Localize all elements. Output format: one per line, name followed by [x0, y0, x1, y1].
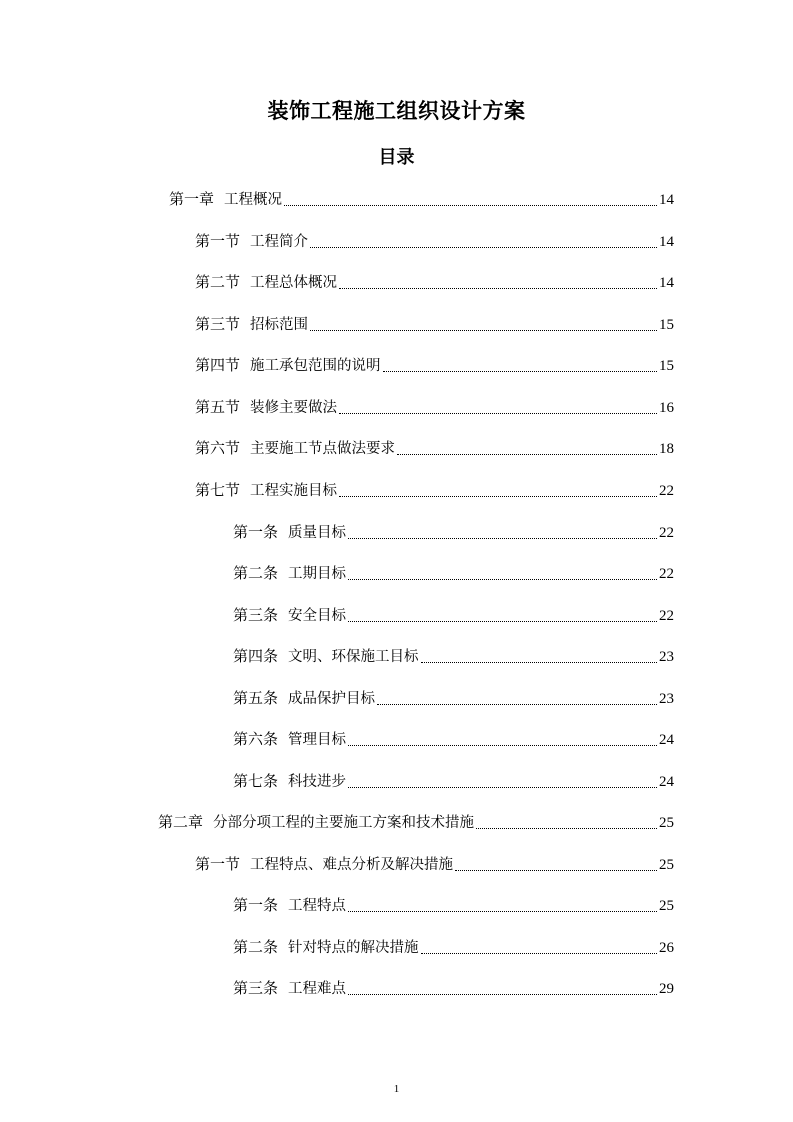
toc-heading: 招标范围: [250, 317, 309, 333]
toc-entry-article[interactable]: [233, 971, 674, 999]
dot-leader: [383, 371, 657, 372]
toc-number: 第三条: [233, 608, 279, 624]
toc-entry-article[interactable]: [233, 598, 674, 626]
toc-number: 第五条: [233, 691, 279, 707]
toc-entry-article[interactable]: [233, 556, 674, 584]
toc-page-number: 25: [659, 815, 674, 831]
dot-leader: [339, 496, 657, 497]
toc-heading: 施工承包范围的说明: [250, 358, 381, 374]
toc-number: 第一条: [233, 898, 279, 914]
toc-entry-section[interactable]: [195, 390, 674, 418]
dot-leader: [421, 953, 657, 954]
dot-leader: [476, 828, 657, 829]
toc-page-number: 24: [659, 732, 674, 748]
toc-number: 第六条: [233, 732, 279, 748]
toc-heading: 科技进步: [288, 774, 347, 790]
dot-leader: [348, 745, 657, 746]
dot-leader: [339, 413, 657, 414]
toc-entry-section[interactable]: [195, 473, 674, 501]
toc-entry-section[interactable]: [195, 224, 674, 252]
toc-entry-section[interactable]: [195, 348, 674, 376]
toc-page-number: 16: [659, 400, 674, 416]
toc-heading: 针对特点的解决措施: [288, 940, 419, 956]
toc-number: 第四节: [195, 358, 241, 374]
toc-page-number: 29: [659, 981, 674, 997]
toc-number: 第二章: [158, 815, 204, 831]
toc-page-number: 14: [659, 234, 674, 250]
dot-leader: [348, 911, 657, 912]
toc-page-number: 26: [659, 940, 674, 956]
toc-heading: 工期目标: [288, 566, 347, 582]
document-title: 装饰工程施工组织设计方案: [267, 99, 526, 123]
toc-entry-article[interactable]: [233, 639, 674, 667]
toc-entry-article[interactable]: [233, 515, 674, 543]
toc-page-number: 24: [659, 774, 674, 790]
toc-number: 第二节: [195, 275, 241, 291]
toc-heading: 成品保护目标: [288, 691, 376, 707]
toc-heading: 工程总体概况: [250, 275, 338, 291]
toc-page-number: 15: [659, 317, 674, 333]
toc-page-number: 22: [659, 566, 674, 582]
toc-page-number: 23: [659, 649, 674, 665]
toc-entry-chapter[interactable]: [169, 182, 674, 210]
toc-heading: 工程难点: [288, 981, 347, 997]
toc-heading: 工程实施目标: [250, 483, 338, 499]
toc-page-number: 14: [659, 192, 674, 208]
toc-number: 第一节: [195, 234, 241, 250]
page-number: 1: [393, 1083, 400, 1095]
toc-heading: 装修主要做法: [250, 400, 338, 416]
toc-number: 第三节: [195, 317, 241, 333]
toc-number: 第四条: [233, 649, 279, 665]
dot-leader: [339, 288, 657, 289]
toc-heading: 安全目标: [288, 608, 347, 624]
toc-number: 第七节: [195, 483, 241, 499]
toc-page-number: 14: [659, 275, 674, 291]
toc-number: 第一章: [169, 192, 215, 208]
dot-leader: [310, 247, 657, 248]
toc-entry-section[interactable]: [195, 265, 674, 293]
toc-number: 第二条: [233, 940, 279, 956]
toc-heading: 工程特点、难点分析及解决措施: [250, 857, 454, 873]
dot-leader: [348, 787, 657, 788]
toc-heading: 分部分项工程的主要施工方案和技术措施: [213, 815, 475, 831]
dot-leader: [310, 330, 657, 331]
toc-heading: 工程概况: [224, 192, 283, 208]
toc-page-number: 22: [659, 525, 674, 541]
toc-entry-section[interactable]: [195, 847, 674, 875]
dot-leader: [455, 870, 657, 871]
toc-page-number: 15: [659, 358, 674, 374]
dot-leader: [348, 994, 657, 995]
dot-leader: [397, 454, 657, 455]
toc-page-number: 22: [659, 608, 674, 624]
toc-entry-article[interactable]: [233, 681, 674, 709]
dot-leader: [421, 662, 657, 663]
toc-title: 目录: [378, 147, 415, 168]
toc-heading: 质量目标: [288, 525, 347, 541]
toc-heading: 工程特点: [288, 898, 347, 914]
toc-heading: 工程简介: [250, 234, 309, 250]
toc-number: 第五节: [195, 400, 241, 416]
toc-heading: 主要施工节点做法要求: [250, 441, 396, 457]
toc-number: 第七条: [233, 774, 279, 790]
toc-entry-article[interactable]: [233, 888, 674, 916]
toc-entry-section[interactable]: [195, 307, 674, 335]
toc-page-number: 18: [659, 441, 674, 457]
dot-leader: [284, 205, 657, 206]
toc-number: 第三条: [233, 981, 279, 997]
toc-heading: 文明、环保施工目标: [288, 649, 419, 665]
toc-page-number: 25: [659, 857, 674, 873]
dot-leader: [348, 579, 657, 580]
toc-page-number: 23: [659, 691, 674, 707]
toc-number: 第二条: [233, 566, 279, 582]
toc-page-number: 25: [659, 898, 674, 914]
toc-number: 第六节: [195, 441, 241, 457]
toc-heading: 管理目标: [288, 732, 347, 748]
toc-entry-chapter[interactable]: [158, 805, 674, 833]
dot-leader: [348, 621, 657, 622]
toc-number: 第一条: [233, 525, 279, 541]
dot-leader: [377, 704, 657, 705]
toc-entry-article[interactable]: [233, 764, 674, 792]
toc-entry-section[interactable]: [195, 431, 674, 459]
toc-entry-article[interactable]: [233, 930, 674, 958]
toc-page-number: 22: [659, 483, 674, 499]
dot-leader: [348, 538, 657, 539]
toc-number: 第一节: [195, 857, 241, 873]
toc-entry-article[interactable]: [233, 722, 674, 750]
